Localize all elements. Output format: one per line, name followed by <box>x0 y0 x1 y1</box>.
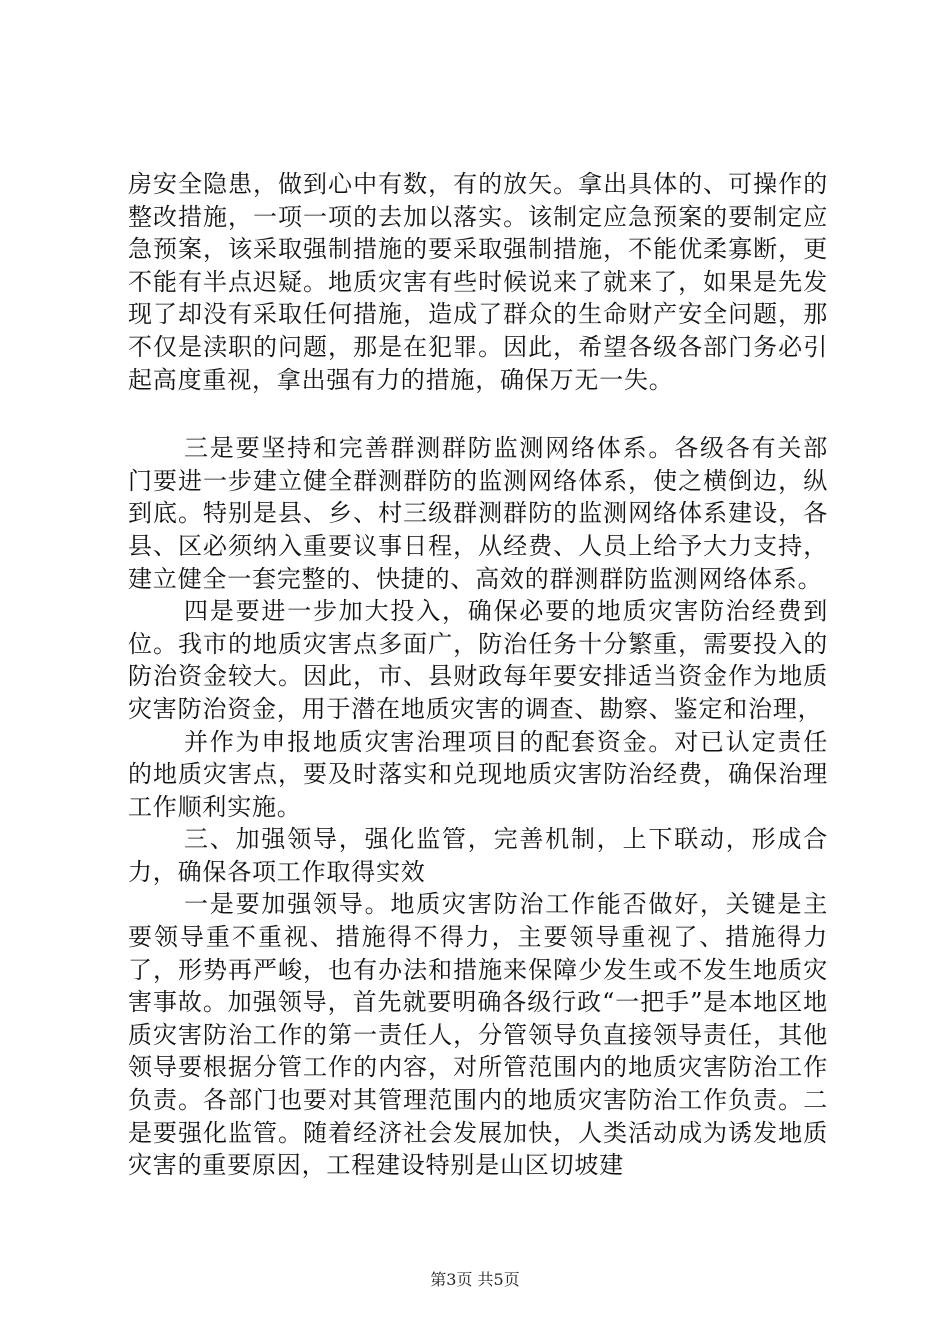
paragraph-monitoring-network: 三是要坚持和完善群测群防监测网络体系。各级各有关部门要进一步建立健全群测群防的监测网络体系，使之横倒边，纵到底。特别是县、乡、村三级群测群防的监测网络体系建设，各县、区必须纳入重要议事日程，从经费、人员上给予大力支持，建立健全一套完整的、快捷的、高效的群测群防监测网络体系。 <box>128 434 828 593</box>
section-heading-leadership: 三、加强领导，强化监管，完善机制，上下联动，形成合力，确保各项工作取得实效 <box>128 825 828 886</box>
page-footer <box>0 1270 950 1290</box>
document-body <box>128 168 828 1182</box>
paragraph-strengthen-leadership: 一是要加强领导。地质灾害防治工作能否做好，关键是主要领导重不重视、措施得不得力，主要领导重视了、措施得力了，形势再严峻，也有办法和措施来保障少发生或不发生地质灾害事故。加强领导，首先就要明确各级行政“一把手”是本地区地质灾害防治工作的第一责任人，分管领导负直接领导责任，其他领导要根据分管工作的内容，对所管范围内的地质灾害防治工作负责。各部门也要对其管理范围内的地质灾害防治工作负责。二是要强化监管。随着经济社会发展加快，人类活动成为诱发地质灾害的重要原因，工程建设特别是山区切坡建 <box>128 890 828 1180</box>
paragraph-continuation: 房安全隐患，做到心中有数，有的放矢。拿出具体的、可操作的整改措施，一项一项的去加以落实。该制定应急预案的要制定应急预案，该采取强制措施的要采取强制措施，不能优柔寡断，更不能有半点迟疑。地质灾害有些时候说来了就来了，如果是先发现了却没有采取任何措施，造成了群众的生命财产安全问题，那不仅是渎职的问题，那是在犯罪。因此，希望各级各部门务必引起高度重视，拿出强有力的措施，确保万无一失。 <box>128 170 828 394</box>
page-number-label: 第3页 共5页 <box>430 1270 520 1289</box>
paragraph-funding: 四是要进一步加大投入，确保必要的地质灾害防治经费到位。我市的地质灾害点多面广，防治任务十分繁重，需要投入的防治资金较大。因此，市、县财政每年要安排适当资金作为地质灾害防治资金，用于潜在地质灾害的调查、勘察、鉴定和治理， <box>128 597 828 723</box>
paragraph-matching-funds: 并作为申报地质灾害治理项目的配套资金。对已认定责任的地质灾害点，要及时落实和兑现地质灾害防治经费，确保治理工作顺利实施。 <box>128 727 828 821</box>
